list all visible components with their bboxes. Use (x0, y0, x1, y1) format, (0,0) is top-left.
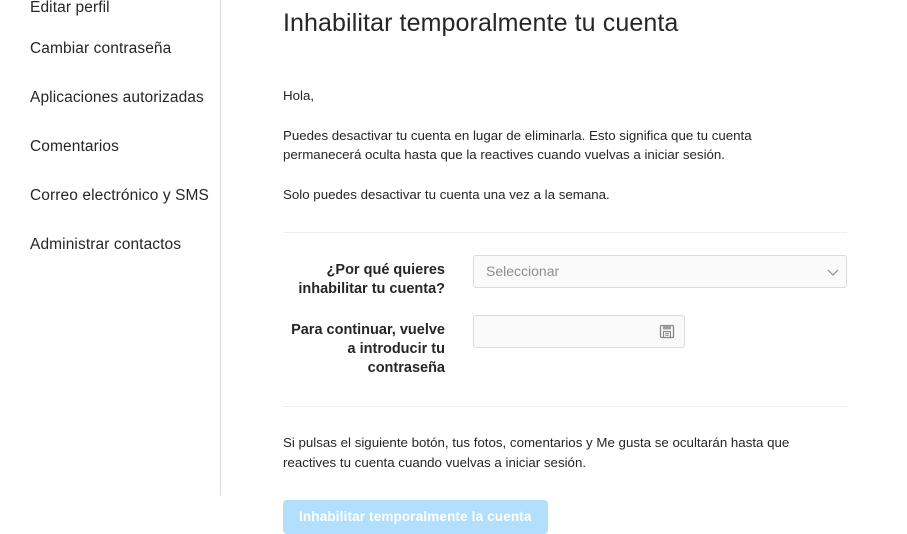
disable-account-button[interactable]: Inhabilitar temporalmente la cuenta (283, 500, 548, 534)
disable-account-form (283, 255, 847, 378)
description-text: Puedes desactivar tu cuenta en lugar de eliminarla. Esto significa que tu cuenta permanecerá oculta hasta que la reactives cuando vuelvas a iniciar sesión. (283, 127, 752, 162)
greeting-text: Hola, (283, 88, 315, 103)
settings-sidebar (0, 0, 221, 495)
sidebar-item-label: Cambiar contraseña (30, 39, 172, 57)
sidebar-item-label: Administrar contactos (30, 235, 182, 253)
page-title: Inhabilitar temporalmente tu cuenta (283, 9, 679, 37)
password-row (283, 315, 847, 378)
main-content (221, 0, 907, 524)
frequency-note-text: Solo puedes desactivar tu cuenta una vez a la semana. (283, 186, 610, 202)
reason-select-value[interactable]: Seleccionar (473, 255, 847, 288)
reason-row (283, 255, 847, 299)
password-field[interactable] (473, 315, 685, 348)
sidebar-item-editar-perfil[interactable] (0, 0, 220, 24)
consequences-text: Si pulsas el siguiente botón, tus fotos, comentarios y Me gusta se ocultarán hasta que reactives tu cuenta cuando vuelvas a iniciar sesión. (283, 435, 790, 470)
reason-select[interactable] (473, 255, 847, 288)
sidebar-item-label: Editar perfil (30, 0, 110, 16)
sidebar-item-cambiar-contrasena[interactable] (0, 24, 220, 73)
sidebar-item-label: Aplicaciones autorizadas (30, 88, 204, 106)
reason-label: ¿Por qué quieres inhabilitar tu cuenta? (298, 262, 445, 297)
divider-top (283, 232, 847, 233)
sidebar-item-comentarios[interactable] (0, 122, 220, 171)
sidebar-item-correo-electronico-y-sms[interactable] (0, 171, 220, 220)
password-label: Para continuar, vuelve a introducir tu contraseña (291, 322, 445, 376)
password-field-wrap (473, 315, 685, 348)
divider-bottom (283, 406, 847, 407)
password-manager-icon[interactable] (658, 322, 677, 341)
chevron-down-icon (827, 267, 836, 276)
sidebar-item-label: Comentarios (30, 137, 119, 155)
sidebar-item-administrar-contactos[interactable] (0, 220, 220, 269)
sidebar-item-label: Correo electrónico y SMS (30, 186, 209, 204)
sidebar-item-aplicaciones-autorizadas[interactable] (0, 73, 220, 122)
